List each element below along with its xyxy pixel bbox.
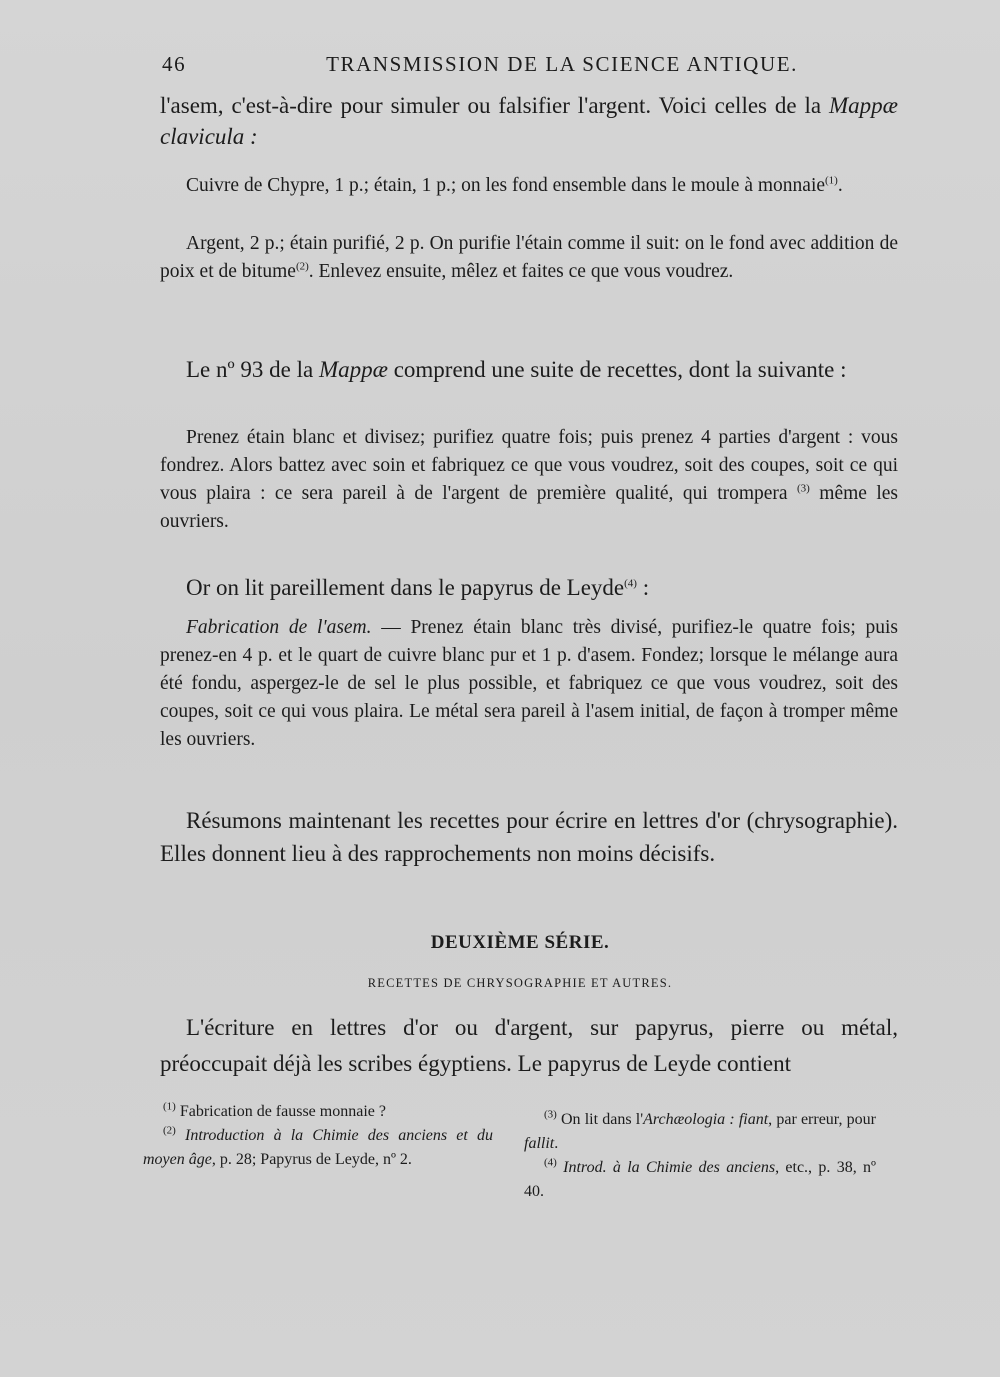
- paragraph-text: Cuivre de Chypre, 1 p.; étain, 1 p.; on les fond ensemble dans le moule à monnaie: [186, 175, 826, 196]
- running-title: TRANSMISSION DE LA SCIENCE ANTIQUE.: [326, 52, 798, 76]
- italic-title: Mappæ: [318, 357, 388, 382]
- paragraph-text: Prenez étain blanc et divisez; purifiez quatre fois; puis prenez 4 parties d'argent : vous fondrez. Alors battez avec soin et fabriquez ce que vous voudrez, soit des coupes, soit ce qui vous plaira : ce sera pareil à de l'argent de première qualité, qui trompera: [160, 427, 898, 504]
- footnote-3: [524, 1108, 876, 1156]
- paragraph-6: [160, 572, 898, 603]
- paragraph-text: Or on lit pareillement dans le papyrus de Leyde: [186, 575, 625, 600]
- italic-title: Mappæ clavicula :: [160, 93, 898, 149]
- paragraph-text: même les ouvriers.: [160, 483, 899, 532]
- footnote-ref: (1): [825, 174, 838, 187]
- paragraph-text: Argent, 2 p.; étain purifié, 2 p. On purifie l'étain comme il suit: on le fond avec addition de poix et de bitume: [160, 233, 898, 282]
- footnote-2: [143, 1124, 493, 1172]
- footnote-italic: Introduction à la Chimie des anciens et du moyen âge: [143, 1127, 493, 1168]
- paragraph-7: [160, 614, 898, 754]
- section-title: DEUXIÈME SÉRIE.: [430, 932, 610, 953]
- footnote-mark: (1): [163, 1100, 176, 1113]
- paragraph-text: — Prenez étain blanc très divisé, purifiez-le quatre fois; puis prenez-en 4 p. et le quart de cuivre blanc pur et 1 p. d'asem. Fondez; lorsque le mélange aura été fondu, aspergez-le de sel le plus possible, et fabriquez ce que vous voudrez, soit des coupes, soit ce qui vous plaira. Le métal sera pareil à l'asem initial, de façon à tromper même les ouvriers.: [160, 617, 898, 750]
- paragraph-text: .: [837, 175, 843, 196]
- paragraph-text: :: [636, 575, 650, 600]
- footnote-text: .: [554, 1135, 559, 1152]
- paragraph-1: [160, 90, 898, 152]
- footnote-text: , par erreur, pour: [768, 1111, 877, 1128]
- page-number: 46: [162, 52, 187, 76]
- paragraph-text: Le nº 93 de la: [186, 357, 319, 382]
- italic-heading: Fabrication de l'asem.: [186, 617, 372, 638]
- footnote-text: , p. 28; Papyrus de Leyde, nº 2.: [211, 1151, 412, 1168]
- paragraph-4: [160, 354, 898, 385]
- footnote-text: , etc., p. 38, nº 40.: [524, 1159, 876, 1200]
- footnote-mark: (4): [544, 1156, 557, 1169]
- paragraph-3: [160, 230, 898, 286]
- footnote-mark: (2): [163, 1124, 176, 1137]
- paragraph-text: l'asem, c'est-à-dire pour simuler ou falsifier l'argent. Voici celles de la: [160, 93, 829, 118]
- footnote-mark: (3): [544, 1108, 557, 1121]
- footnote-italic: fallit: [524, 1135, 555, 1152]
- paragraph-5: [160, 424, 898, 536]
- paragraph-text: comprend une suite de recettes, dont la suivante :: [387, 357, 847, 382]
- footnote-text: On lit dans l': [556, 1111, 644, 1128]
- paragraph-2: [160, 172, 898, 200]
- footnote-ref: (4): [624, 577, 637, 590]
- footnote-ref: (3): [797, 482, 810, 495]
- footnote-ref: (2): [295, 260, 309, 273]
- section-subtitle: RECETTES DE CHRYSOGRAPHIE ET AUTRES.: [367, 976, 673, 990]
- footnote-1: [143, 1100, 493, 1124]
- footnote-4: [524, 1156, 876, 1204]
- footnotes-left: [143, 1100, 493, 1172]
- footnote-italic: Introd. à la Chimie des anciens: [556, 1159, 776, 1176]
- footnotes-right: [524, 1108, 876, 1204]
- paragraph-8: Résumons maintenant les recettes pour écrire en lettres d'or (chrysographie). Elles donnent lieu à des rapprochements non moins décisifs.: [160, 808, 898, 866]
- paragraph-text: . Enlevez ensuite, mêlez et faites ce que vous voudrez.: [308, 261, 734, 282]
- footnote-text: Fabrication de fausse monnaie ?: [175, 1103, 386, 1120]
- paragraph-9: L'écriture en lettres d'or ou d'argent, sur papyrus, pierre ou métal, préoccupait déjà les scribes égyptiens. Le papyrus de Leyde contient: [160, 1015, 898, 1076]
- footnote-italic: Archæologia : fiant: [643, 1111, 769, 1128]
